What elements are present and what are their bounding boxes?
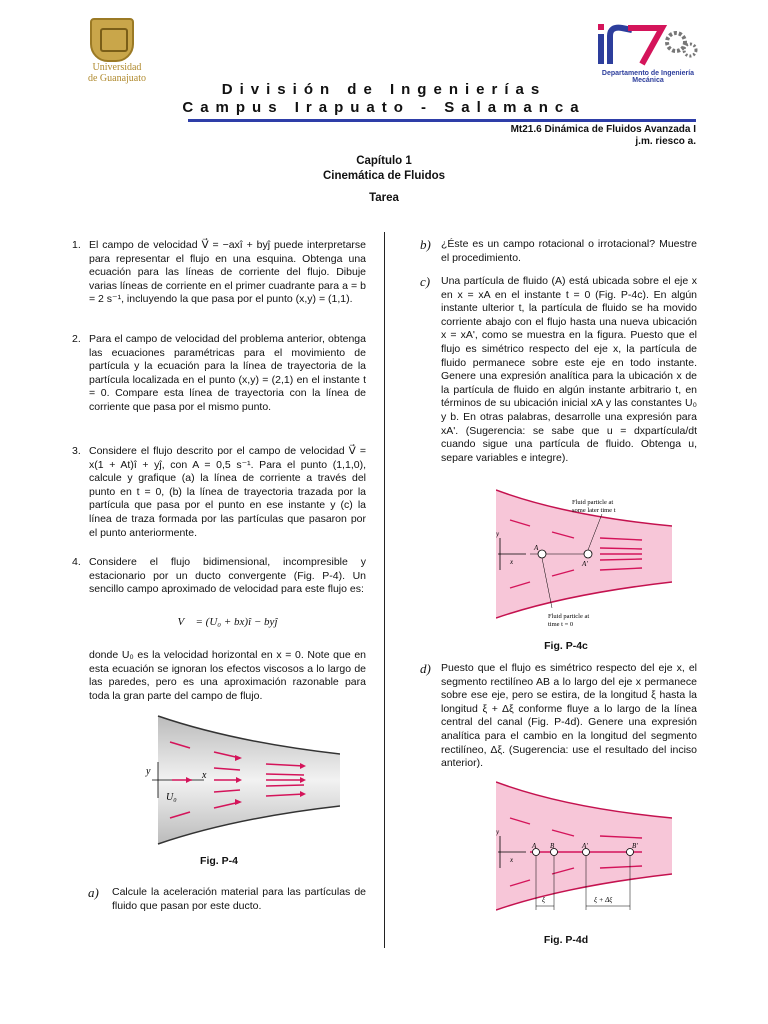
subpart-label: a) [88, 885, 99, 900]
department-logo [592, 16, 704, 86]
later-label-1: Fluid particle at [572, 499, 614, 506]
subpart-text: Una partícula de fluido (A) está ubicada sobre el eje x en x = xA en el instante t = 0 (Fig. P-4c). En algún instante ulterior t, la partícula de fluido se ha movido corriente abajo con el flujo hasta una nueva ubicación x = xA', como se muestra en la figura. Puesto que el flujo es simétrico respecto del eje x, la partícula de fluido permanece sobre este eje en todo instante. Genere una expresión analítica para la ubicación x de la partícula de fluido en algún instante arbitrario t, en términos de su ubicación inicial xA y las constantes U₀ y b. En otras palabras, desarrolle una expresión para xA'. (Sugerencia: se sabe que u = dxpartícula/dt cuando sigue una partícula de fluido. Obtenga u, separe variables e integre). [441, 275, 697, 464]
axis-label-y: y [146, 766, 151, 777]
xi-delta-label: ξ + Δξ [594, 896, 613, 904]
author-name: j.m. riesco a. [635, 136, 696, 147]
problem-number: 4. [72, 556, 81, 568]
axis-label-y: y [496, 828, 500, 836]
problem-text: Para el campo de velocidad del problema anterior, obtenga las ecuaciones paramétricas para el movimiento de partícula y la ecuación para la línea de trayectoria de la partícula localizada en el punto (x,y) = (2,1) en el instante t = 0. Compare esta línea de trayectoria con la línea de corriente que pasa por el mismo punto. [89, 333, 366, 413]
figure-caption: Fig. P-4c [544, 640, 588, 652]
subpart-label: b) [420, 237, 431, 252]
segment-diagram [496, 778, 672, 924]
problem-text: El campo de velocidad V⃗ = −axî + byĵ puede interpretarse para representar el flujo en una esquina. Obtenga una ecuación para las líneas de corriente del flujo. Dibuje varias líneas de corriente en el primer cuadrante para a = b = 2 s⁻¹, incluyendo la que pasa por el punto (x,y) = (1,1). [89, 239, 366, 306]
problem-4-continuation: donde U₀ es la velocidad horizontal en x = 0. Note que en esta ecuación se ignoran los efectos viscosos a lo largo de las paredes, pero es una aproximación razonable para toda la gran parte del campo de flujo. [89, 649, 366, 702]
column-divider [384, 232, 385, 948]
department-name: Departamento de Ingeniería Mecánica [601, 70, 695, 84]
problem-number: 3. [72, 445, 81, 457]
point-b-prime-label: B' [632, 842, 638, 850]
division-title: División de Ingenierías [221, 81, 547, 98]
problem-number: 2. [72, 333, 81, 345]
subpart-text: ¿Éste es un campo rotacional o irrotacional? Muestre el procedimiento. [441, 238, 697, 264]
figure-caption: Fig. P-4d [543, 934, 589, 946]
subpart-text: Calcule la aceleración material para las partículas de fluido que pasan por este ducto. [112, 886, 366, 912]
later-label-2: some later time t [572, 507, 616, 514]
velocity-equation: V⃗ = (U₀ + bx)î − byĵ [177, 616, 278, 628]
campus-title: Campus Irapuato - Salamanca [182, 99, 586, 116]
axis-label-x: x [510, 856, 514, 864]
figure-caption: Fig. P-4 [200, 855, 238, 867]
chapter-title: Capítulo 1 [356, 155, 412, 167]
axis-label-x: x [202, 770, 207, 781]
point-a-prime-label: A' [582, 560, 588, 568]
point-a-label: A [534, 544, 539, 552]
university-crest-icon [90, 18, 134, 62]
figure-p4 [144, 712, 340, 848]
topic-title: Cinemática de Fluidos [322, 170, 446, 182]
problem-text: Considere el flujo descrito por el campo de velocidad V⃗ = x(1 + At)î + yĵ, con A = 0,5 s⁻¹. Para el punto (1,1,0), calcule y grafique (a) la línea de corriente a través del punto en t = 0, (b) la línea de trayectoria trazada por la partícula que pasa por el punto en ese instante y (c) la línea de traza formada por las partículas que pasaron por el punto anteriormente. [89, 445, 366, 539]
university-name: Universidad [92, 62, 142, 73]
axis-label-x: x [510, 558, 514, 566]
point-a-prime-label: A' [582, 842, 588, 850]
initial-label-2: time t = 0 [548, 621, 574, 628]
axis-label-y: y [496, 530, 500, 538]
subpart-label: d) [420, 661, 431, 676]
problem-number: 1. [72, 239, 81, 251]
point-a-label: A [532, 842, 537, 850]
figure-p4d [496, 778, 672, 924]
assignment-title: Tarea [369, 192, 399, 204]
figure-p4c [496, 486, 672, 632]
course-name: Mt21.6 Dinámica de Fluidos Avanzada I [510, 124, 696, 135]
university-name-2: de Guanajuato [87, 73, 147, 84]
problem-text: Considere el flujo bidimensional, incompresible y estacionario por un ducto convergente (Fig. P-4). Un sencillo campo aproximado de velocidad para este flujo es: [89, 556, 366, 596]
point-b-label: B [550, 842, 555, 850]
subpart-label: c) [420, 274, 431, 289]
particle-diagram [496, 486, 672, 632]
header-rule [188, 119, 696, 122]
duct-diagram [144, 712, 340, 848]
university-logo [72, 18, 162, 84]
subpart-text: Puesto que el flujo es simétrico respecto del eje x, el segmento rectilíneo AB a lo largo del eje x permanece sobre ese eje, pero se estira, de la longitud ξ hasta la longitud ξ + Δξ conforme fluye a lo largo de la línea central del canal (Fig. P-4d). Genere una expresión analítica para el cambio en la longitud del segmento rectilíneo, Δξ. (Sugerencia: use el resultado del inciso anterior). [441, 662, 697, 770]
u0-label: U₀ [166, 792, 177, 803]
xi-label: ξ [542, 896, 545, 904]
initial-label-1: Fluid particle at [548, 613, 590, 620]
